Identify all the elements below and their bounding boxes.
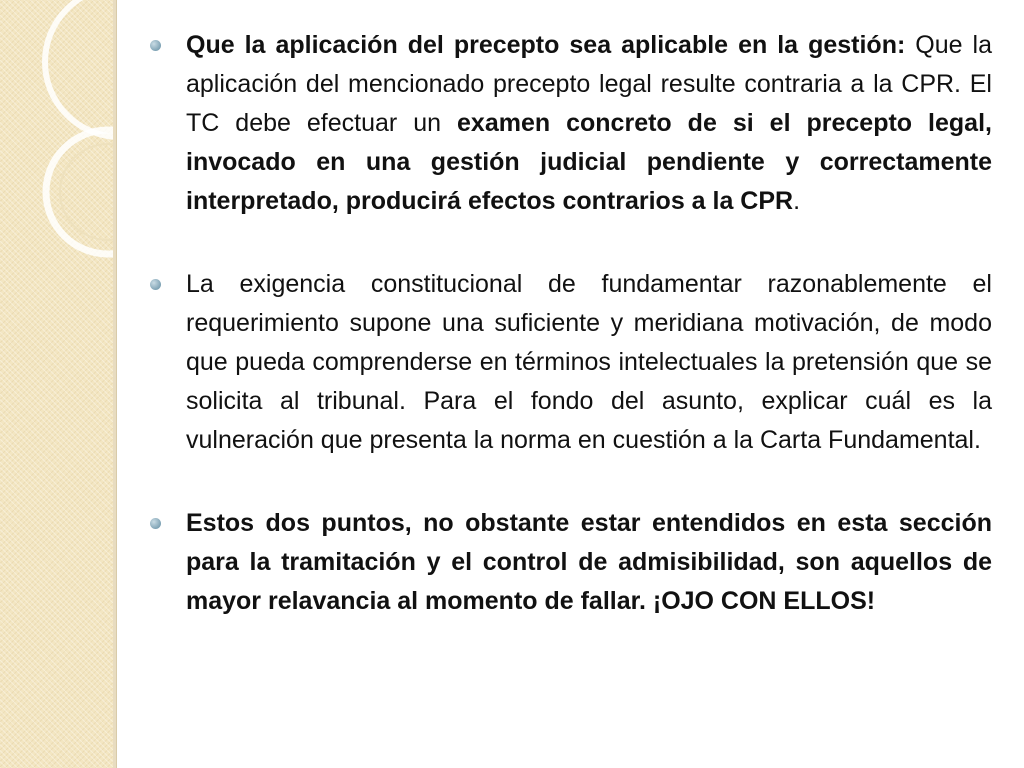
bullet-item-2 bbox=[150, 265, 992, 460]
bullet-text bbox=[186, 270, 992, 454]
bullet-dot-icon bbox=[150, 518, 161, 529]
bullet-item-3 bbox=[150, 504, 992, 621]
bullet-dot-icon bbox=[150, 279, 161, 290]
bullet-text bbox=[186, 509, 992, 615]
bullet-text bbox=[186, 31, 992, 215]
bullet-text-segment: examen concreto de si el precepto legal, invocado en una gestión judicial pendiente y correctamente interpretado, producirá efectos contrarios a la CPR bbox=[186, 109, 992, 215]
slide-content bbox=[150, 26, 992, 621]
bullet-text-segment: Que la aplicación del precepto sea aplicable en la gestión: bbox=[186, 31, 906, 59]
decorative-rings-icon bbox=[0, 0, 113, 768]
bullet-item-1 bbox=[150, 26, 992, 221]
decorative-side-band bbox=[0, 0, 113, 768]
bullet-text-segment: Que la aplicación del mencionado precepto legal resulte contraria a la CPR. El TC debe efectuar un bbox=[186, 31, 992, 137]
bullet-text-segment: La exigencia constitucional de fundamentar razonablemente el requerimiento supone una suficiente y meridiana motivación, de modo que pueda comprenderse en términos intelectuales la pretensión que se solicita al tribunal. Para el fondo del asunto, explicar cuál es la vulneración que presenta la norma en cuestión a la Carta Fundamental. bbox=[186, 270, 992, 454]
bullet-text-segment: . bbox=[793, 187, 801, 215]
side-band-edge-line bbox=[116, 0, 117, 768]
bullet-dot-icon bbox=[150, 40, 161, 51]
bullet-text-segment: Estos dos puntos, no obstante estar entendidos en esta sección para la tramitación y el control de admisibilidad, son aquellos de mayor relavancia al momento de fallar. ¡OJO CON ELLOS! bbox=[186, 509, 992, 615]
